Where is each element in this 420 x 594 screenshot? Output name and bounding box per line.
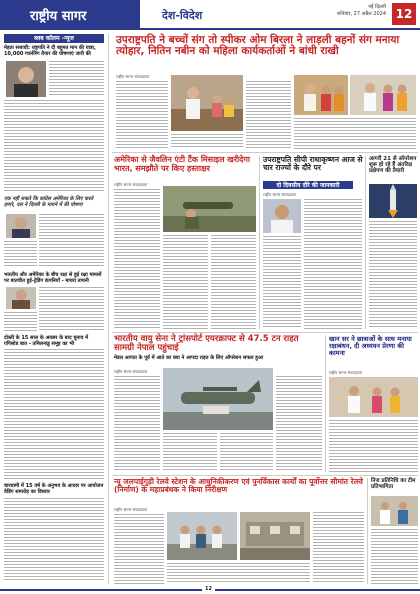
edition-date: शनिवार, 27 अप्रैल 2024 <box>336 11 386 17</box>
lead-text-under-photo <box>171 134 243 149</box>
newspaper-logo: राष्ट्रीय सागर <box>30 9 87 24</box>
khan-sir-rakhi-image <box>329 377 418 417</box>
iaf-right-divider <box>325 335 326 472</box>
masthead-logo-block <box>0 0 140 30</box>
side-brief-photo <box>369 184 417 218</box>
station-construction-image <box>240 512 310 560</box>
column-divider <box>108 34 109 584</box>
rail-photo-1 <box>167 512 237 560</box>
lead-bottom-rule <box>112 152 418 153</box>
lead-photo-nabin <box>350 75 416 115</box>
side-brief-headline: आगरी 21 से ऑपरेशन शुरू हो रहे हैं अंतरिक्ष प्रक्षेपण की तैयारी <box>369 156 417 174</box>
left-body-text <box>4 100 104 192</box>
rail-right-divider <box>367 478 368 584</box>
left-column-label: ब्लब कॉलम -न्यूज <box>4 34 104 43</box>
left-bottom-text <box>4 498 104 582</box>
rocket-launch-image <box>369 184 417 218</box>
rail-byline: राष्ट्रीय सागर संवाददाता <box>114 507 148 512</box>
section-title: देश-विदेश <box>162 9 203 22</box>
vp-headline: उपराष्ट्रपति सीपी राधाकृष्णन आज से चार राज्यों के दौरे पर <box>263 155 363 173</box>
right-story-headline: खान सर ने छात्राओं के साथ मनाया रक्षाबंधन, दी अध्ययन प्रेरणा की कामना <box>329 335 412 358</box>
left-mid-photo <box>6 214 36 238</box>
vp-text-col-2 <box>304 199 362 329</box>
nitin-nabin-rakhi-image <box>350 75 416 115</box>
person-image-2 <box>6 287 36 309</box>
vp-portrait <box>263 199 301 233</box>
radhakrishnan-portrait-image <box>263 199 301 233</box>
edition-meta <box>276 4 386 18</box>
usa-byline: राष्ट्रीय सागर संवाददाता <box>114 182 148 187</box>
left-long-text <box>4 349 104 479</box>
right-story-photo <box>329 377 418 417</box>
team-group-image <box>371 496 418 526</box>
vp-text-col-1 <box>263 236 301 329</box>
javelin-missile-image <box>163 186 256 232</box>
lead-byline: राष्ट्रीय सागर संवाददाता <box>116 74 150 79</box>
masthead <box>0 0 420 30</box>
left-mid-subhead: भारतीय और अमेरिका के बीच रक्षा से हुई रक्षा मामलों पर बातचीत हुई-ट्रेडिंग कंपनियाँ - मायरा तायनी <box>4 272 102 284</box>
page-footer <box>0 586 420 594</box>
left-mid-text-2 <box>4 241 37 268</box>
left-bottom-subhead: चारधामी में 15 वर्ष के अनुभव के आधार पर आयोजन वेडिंग समारोह का विस्तार <box>4 483 104 495</box>
left-lower-photo <box>6 287 36 309</box>
vp-byline: राष्ट्रीय सागर संवाददाता <box>263 192 297 197</box>
vp-subhead: दो दिवसीय दौरे की जानकारी <box>263 181 353 189</box>
left-lower-text <box>39 287 104 331</box>
iaf-text-col-4 <box>276 376 322 472</box>
iaf-aircraft-photo <box>163 368 273 430</box>
usa-text-col-3 <box>211 235 256 329</box>
lead-headline: उपराष्ट्रपति ने बच्चों संग तो स्पीकर ओम बिरला ने लाड़ली बहनों संग मनाया त्योहार, नितिन नबीन को महिला कार्यकर्ताओं ने बांधी राखी <box>116 34 400 58</box>
masthead-section-block <box>140 0 420 30</box>
usa-vp-divider <box>259 156 260 329</box>
right-small-headline: निज प्रतिनिधि का टीम प्रतिभागिता <box>371 478 416 490</box>
right-small-text <box>371 529 418 584</box>
page-number: 12 <box>392 3 416 25</box>
iaf-text-col-2 <box>163 433 217 472</box>
portrait-image <box>6 61 46 97</box>
lead-text-right <box>294 118 416 149</box>
usa-text-col-1 <box>114 189 160 329</box>
footer-page-marker: 12 <box>202 586 215 592</box>
lead-text-col-3 <box>246 81 291 149</box>
left-lead-body-text <box>49 61 104 97</box>
right-story-byline: राष्ट्रीय सागर संवाददाता <box>329 370 363 375</box>
rail-text-col-4 <box>313 512 364 584</box>
lead-photo-vp <box>171 75 243 131</box>
usa-missile-photo <box>163 186 256 232</box>
rail-text-col-1 <box>114 514 164 584</box>
railway-inspection-image <box>167 512 237 560</box>
transport-aircraft-image <box>163 368 273 430</box>
lead-photo-speaker <box>294 75 348 115</box>
usa-headline: अमेरिका से जैवलिन एंटी टैंक मिसाइल खरीदेगा भारत, समझौते पर किए हस्ताक्षर <box>114 155 250 173</box>
left-lower-subhead: दोस्ती के 15 साल के अवसर के बाद चुनाव में एपिसोड बात - तमिलनाडु समूह का भी <box>4 335 89 347</box>
left-lead-subhead: मेहता सत्ताधी: राष्ट्रपति ने दी बहुमत मान की यात्रा, 10,000 गवर्नरिंग तैयार की घोषणाएं जारी की <box>4 45 96 57</box>
usa-text-col-2 <box>163 235 208 329</box>
iaf-text-col-3 <box>220 433 273 472</box>
iaf-headline: भारतीय वायु सेना ने ट्रांसपोर्ट एयरक्राफ्ट से 47.5 टन राहत सामग्री नेपाल पहुंचाई <box>114 334 299 354</box>
rail-photo-2 <box>240 512 310 560</box>
lead-text-col-1 <box>116 81 168 149</box>
rail-headline: न्यू जलपाईगुड़ी रेलवे स्टेशन के आधुनिकीकरण एवं पुनर्विकास कार्यों का पूर्वोत्तर सीमांत रेलवे (निर्माण) के महाप्रबंधक ने किया निरीक्षण <box>114 477 363 495</box>
right-small-photo <box>371 496 418 526</box>
side-brief-text <box>369 221 417 329</box>
rail-top-rule <box>112 475 418 476</box>
speaker-with-women-image <box>294 75 348 115</box>
left-portrait-photo <box>6 61 46 97</box>
right-story-text <box>329 420 418 472</box>
person-image <box>6 214 36 238</box>
left-lower-text-2 <box>4 312 37 331</box>
iaf-subhead: मेडल आपात के पूर्व में आते का क्या ने आपदा राहत के लिए ऑपरेशन सफल हुआ <box>114 355 264 361</box>
edition-city: नई दिल्ली <box>368 4 386 10</box>
vp-side-divider <box>365 156 366 329</box>
iaf-top-rule <box>112 332 418 333</box>
left-pull-quote: एक नहीं सकते कि कांग्रेस अमेरिका के लिए करते हमारे, दल ने दिल्ली के मायने में की घोषणा <box>4 196 94 208</box>
vp-with-children-image <box>171 75 243 131</box>
iaf-text-col-1 <box>114 376 160 472</box>
left-mid-text <box>39 214 104 268</box>
rail-text-under-photos <box>167 563 310 584</box>
iaf-byline: राष्ट्रीय सागर संवाददाता <box>114 369 148 374</box>
